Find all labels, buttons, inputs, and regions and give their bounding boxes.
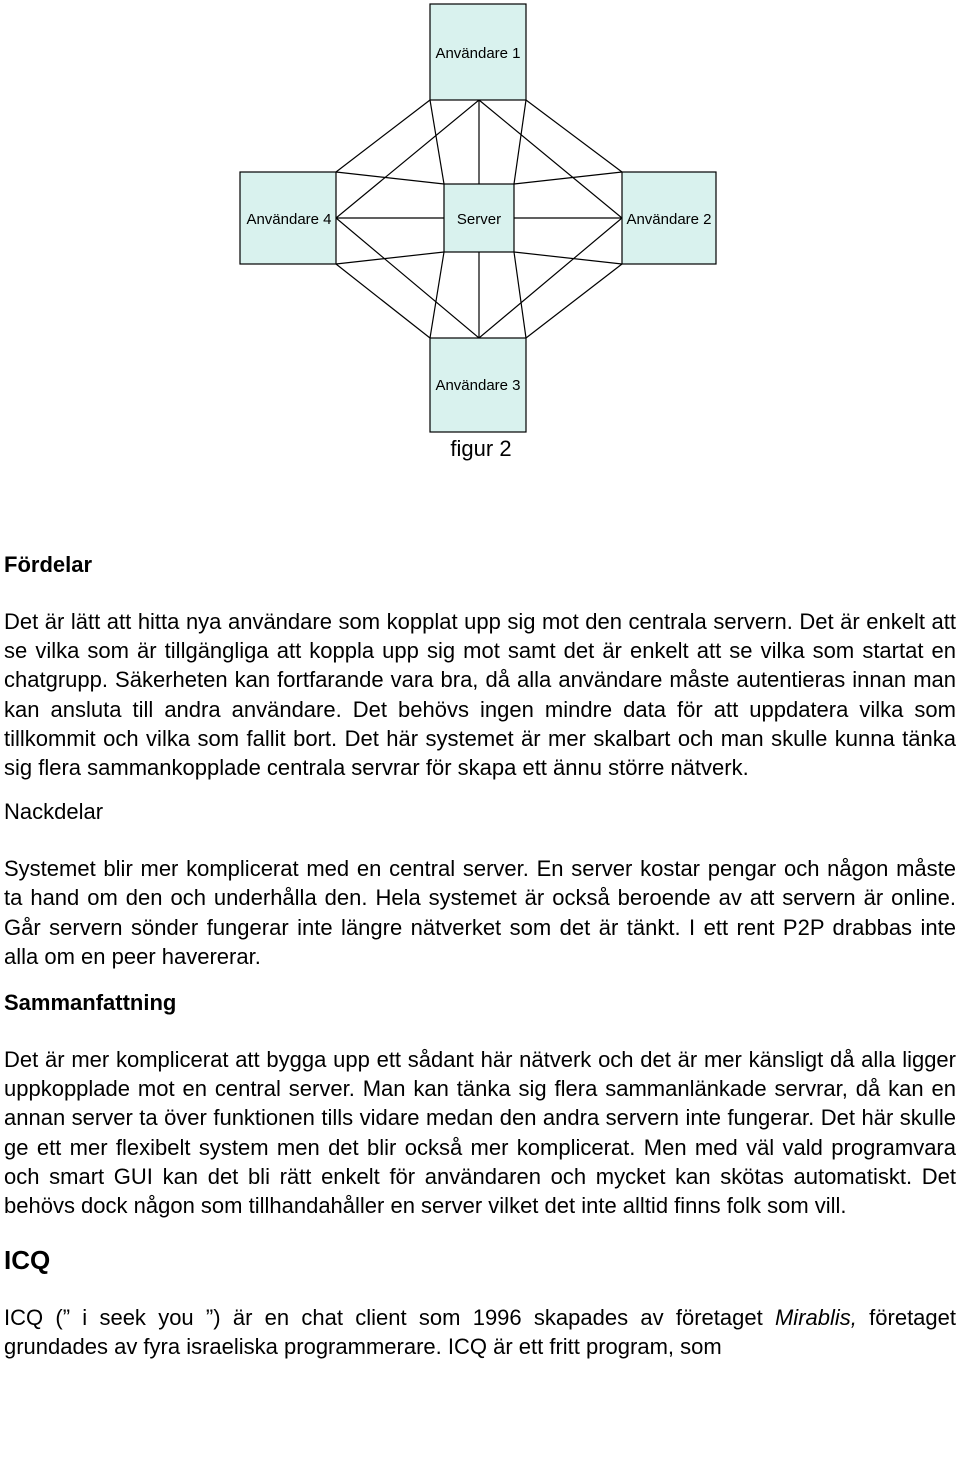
paragraph-icq [4,1303,956,1361]
network-diagram [0,0,960,440]
link-user1-server-left [430,100,444,184]
link-user2-server-bottom [514,252,622,264]
heading-nackdelar: Nackdelar [4,799,104,825]
link-user3-server-left [430,252,444,338]
heading-sammanfattning: Sammanfattning [4,990,177,1016]
paragraph-nackdelar: Systemet blir mer komplicerat med en central server. En server kostar pengar och någon måste ta hand om den och underhålla den. Hela systemet är också beroende av att servern är online. Går servern sönder fungerar inte längre nätverket som det är tänkt. I ett rent P2P drabbas inte alla om en peer havererar. [4,856,956,969]
document-body [4,548,956,1362]
user4-label: Användare 4 [246,211,332,228]
link-user2-user3 [526,264,622,338]
user3-label: Användare 3 [435,377,521,394]
user1-label: Användare 1 [435,45,521,62]
heading-icq: ICQ [4,1245,51,1276]
server-label: Server [456,211,502,228]
link-user4-server-bottom [336,252,444,264]
link-user3-server-right [514,252,526,338]
figure-caption [0,436,960,462]
link-user1-user4 [336,100,430,172]
figure-caption-text: figur 2 [450,436,512,461]
link-user4-user3 [336,264,430,338]
link-user1-user2 [526,100,622,172]
heading-fordelar: Fördelar [4,552,93,577]
icq-text-before: ICQ (” i seek you ”) är en chat client som 1996 skapades av företaget [4,1305,775,1331]
icq-text-after: företaget grundades av fyra israeliska programmerare. ICQ är ett fritt program, som [4,1305,956,1360]
paragraph-sammanfattning: Det är mer komplicerat att bygga upp ett sådant här nätverk och det är mer känsligt då alla ligger uppkopplade mot en central server. Man kan tänka sig flera sammanlänkade servrar, då kan en annan server ta över funktionen tills vidare medan den andra servern inte fungerar. Det här skulle ge ett mer flexibelt system men det blir också mer komplicerat. Men med väl vald programvara och smart GUI kan det bli rätt enkelt för användaren och mycket kan skötas automatiskt. Det behövs dock någon som tillhandahåller en server vilket det inte alltid finns folk som vill. [4,1047,956,1219]
icq-company-name: Mirablis, [774,1305,857,1331]
link-user1-server-right [514,100,526,184]
paragraph-fordelar: Det är lätt att hitta nya användare som kopplat upp sig mot den centrala servern. Det är enkelt att se vilka som är tillgängliga att koppla upp sig mot samt det är enkelt att se vilka som startat en chatgrupp. Säkerheten kan fortfarande vara bra, då alla användare måste autentieras innan man kan ansluta till andra användare. Det behövs ingen mindre data för att uppdatera vilka som tillkommit och vilka som fallit bort. Det här systemet är mer skalbart och man skulle kunna tänka sig flera sammankopplade centrala servrar för skapa ett ännu större nätverk. [4,609,956,781]
user2-label: Användare 2 [626,211,712,228]
